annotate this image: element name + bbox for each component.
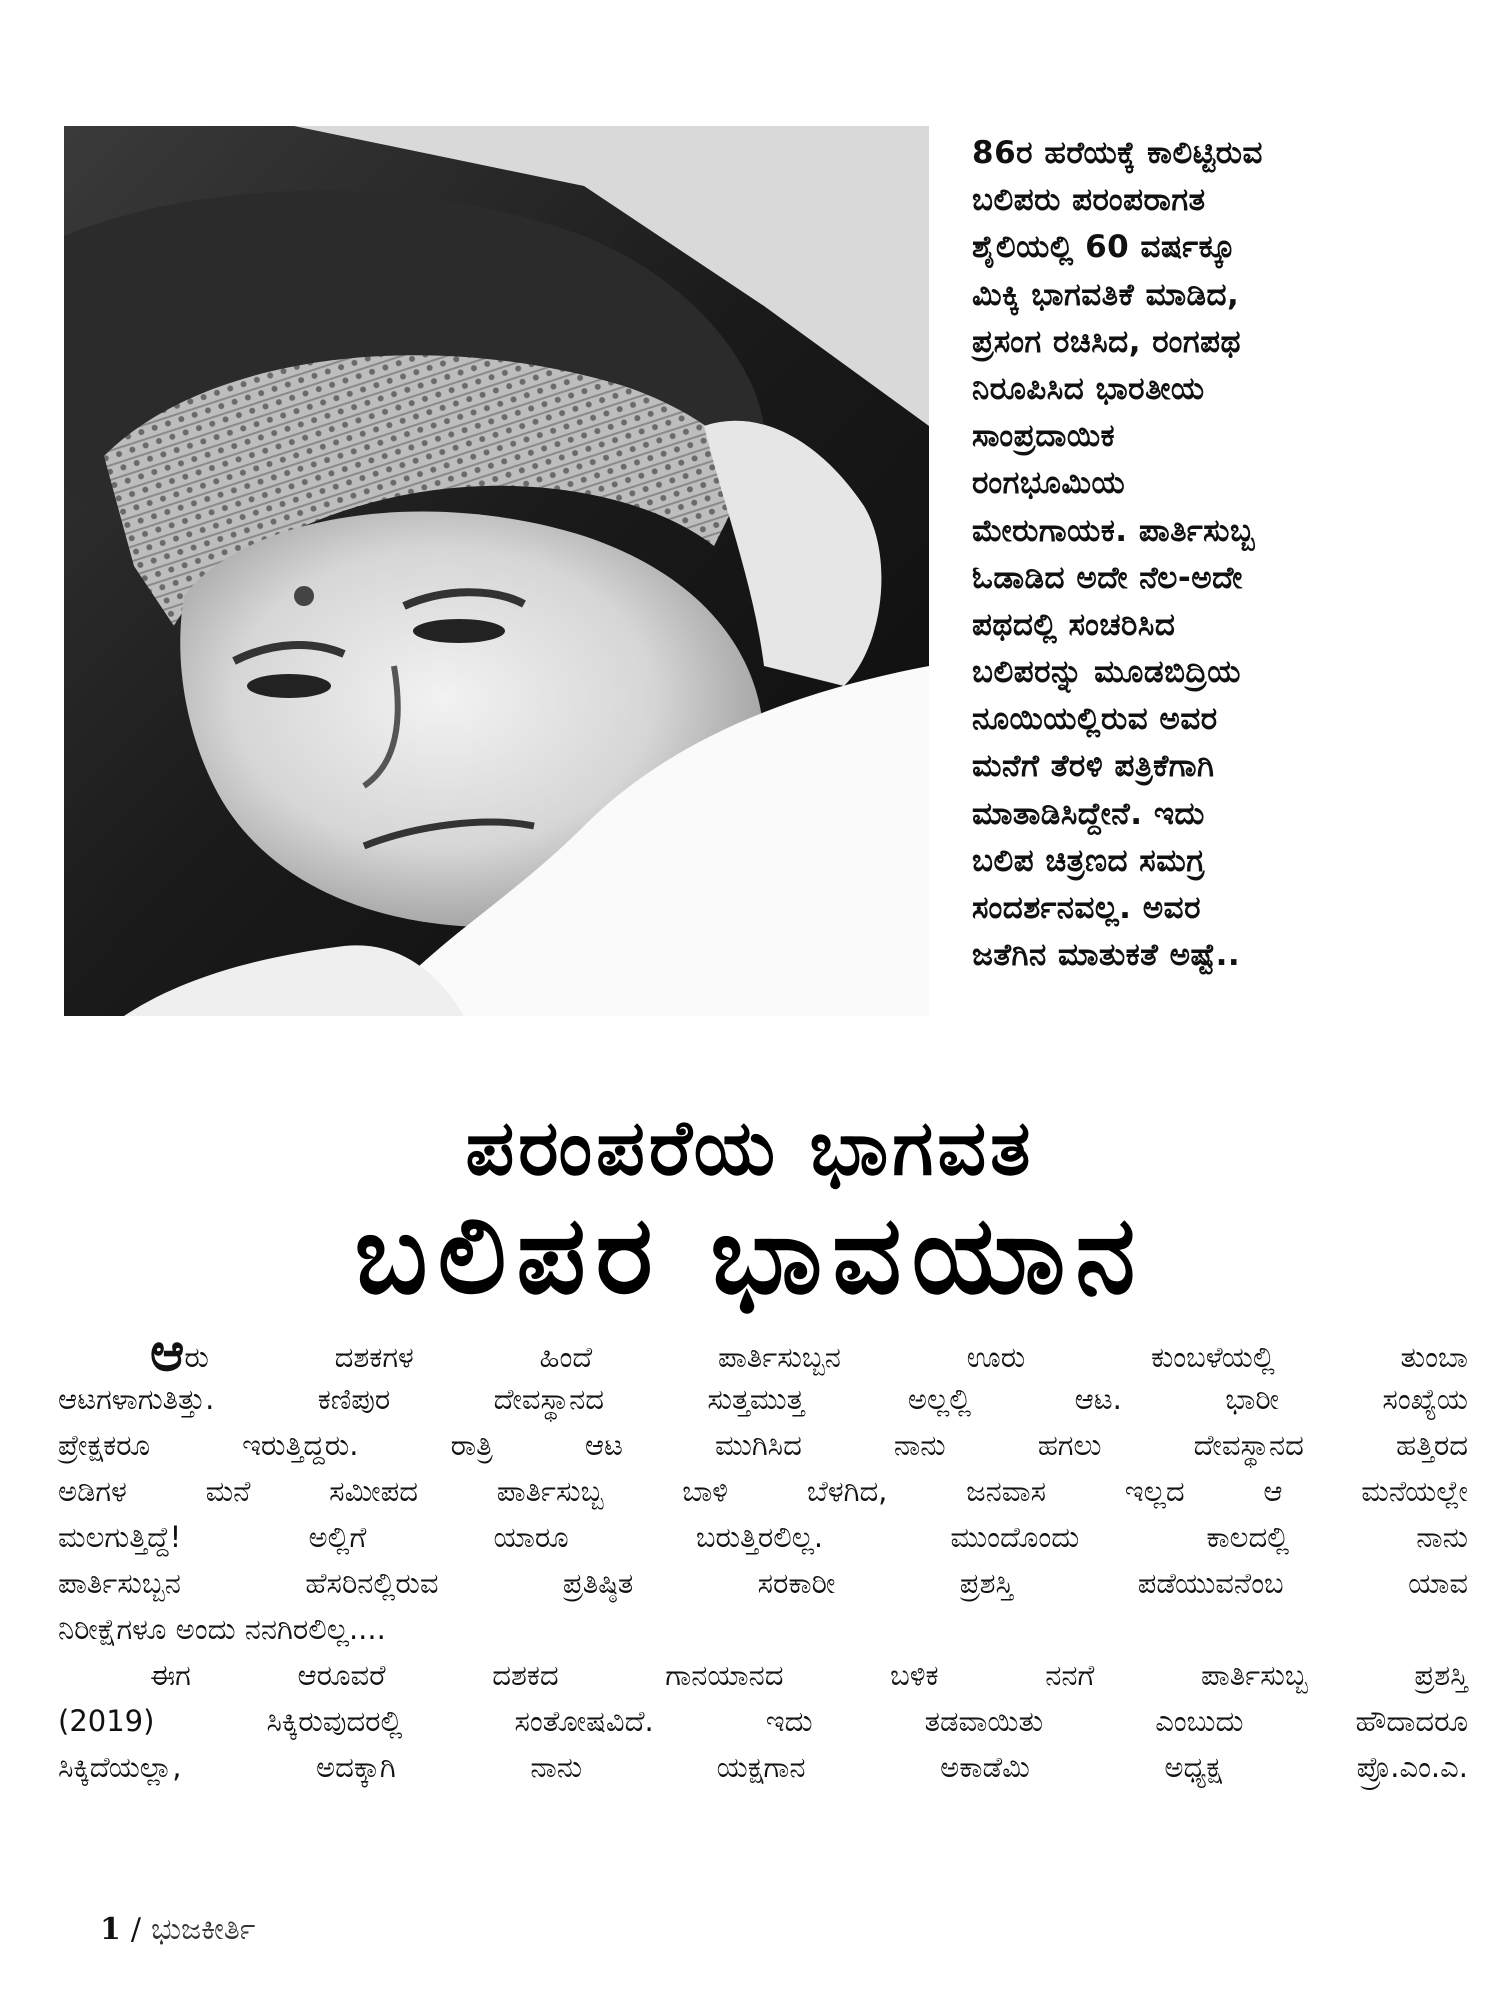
footer-separator: / bbox=[130, 1912, 141, 1947]
body-line: ಪ್ರೇಕ್ಷಕರೂ ಇರುತ್ತಿದ್ದರು. ರಾತ್ರಿ ಆಟ ಮುಗಿಸಿದ ನಾನು ಹಗಲು ದೇವಸ್ಥಾನದ ಹತ್ತಿರದ bbox=[58, 1428, 1468, 1462]
body-line: ಪಾರ್ತಿಸುಬ್ಬನ ಹೆಸರಿನಲ್ಲಿರುವ ಪ್ರತಿಷ್ಠಿತ ಸರಕಾರೀ ಪ್ರಶಸ್ತಿ ಪಡೆಯುವನೆಂಬ ಯಾವ bbox=[58, 1566, 1468, 1600]
intro-line: ನಿರೂಪಿಸಿದ ಭಾರತೀಯ bbox=[972, 370, 1205, 407]
intro-line: ಮಾತಾಡಿಸಿದ್ದೇನೆ. ಇದು bbox=[972, 795, 1205, 832]
article-body bbox=[58, 1323, 1468, 1790]
body-line: ನಿರೀಕ್ಷೆಗಳೂ ಅಂದು ನನಗಿರಲಿಲ್ಲ.... bbox=[58, 1612, 386, 1646]
headline-title: ಬಲಿಪರ ಭಾವಯಾನ bbox=[354, 1193, 1146, 1318]
page-footer bbox=[100, 1912, 255, 1952]
intro-line: ಓಡಾಡಿದ ಅದೇ ನೆಲ-ಅದೇ bbox=[972, 559, 1243, 596]
intro-line: ಬಲಿಪರು ಪರಂಪರಾಗತ bbox=[972, 182, 1206, 219]
drop-cap: ಆ bbox=[150, 1323, 185, 1383]
body-line bbox=[58, 1323, 1468, 1383]
article-headline bbox=[0, 1100, 1500, 1320]
intro-line: ಬಲಿಪ ಚಿತ್ರಣದ ಸಮಗ್ರ bbox=[972, 842, 1205, 879]
intro-line: ಬಲಿಪರನ್ನು ಮೂಡಬಿದ್ರಿಯ bbox=[972, 654, 1242, 691]
portrait-photo bbox=[64, 126, 929, 1016]
intro-line: ಪ್ರಸಂಗ ರಚಿಸಿದ, ರಂಗಪಥ bbox=[972, 323, 1242, 360]
publication-name: ಭುಜಕೀರ್ತಿ bbox=[150, 1912, 256, 1947]
intro-line: ರಂಗಭೂಮಿಯ bbox=[972, 465, 1126, 502]
body-line: (2019) ಸಿಕ್ಕಿರುವುದರಲ್ಲಿ ಸಂತೋಷವಿದೆ. ಇದು ತಡವಾಯಿತು ಎಂಬುದು ಹೌದಾದರೂ bbox=[58, 1704, 1468, 1738]
intro-blurb bbox=[972, 130, 1472, 979]
body-line: ಆಟಗಳಾಗುತಿತ್ತು. ಕಣಿಪುರ ದೇವಸ್ಥಾನದ ಸುತ್ತಮುತ್ತ ಅಲ್ಲಲ್ಲಿ ಆಟ. ಭಾರೀ ಸಂಖ್ಯೆಯ bbox=[58, 1382, 1468, 1416]
headline-kicker: ಪರಂಪರೆಯ ಭಾಗವತ bbox=[465, 1103, 1035, 1192]
intro-line: ಸಂದರ್ಶನವಲ್ಲ. ಅವರ bbox=[972, 890, 1201, 926]
intro-line: ಮಿಕ್ಕಿ ಭಾಗವತಿಕೆ ಮಾಡಿದ, bbox=[972, 276, 1240, 313]
intro-line: ಮೇರುಗಾಯಕ. ಪಾರ್ತಿಸುಬ್ಬ bbox=[972, 512, 1255, 549]
intro-line: ಸಾಂಪ್ರದಾಯಿಕ bbox=[972, 418, 1116, 455]
portrait-illustration bbox=[64, 126, 929, 1016]
intro-line: ಶೈಲಿಯಲ್ಲಿ 60 ವರ್ಷಕ್ಕೂ bbox=[972, 229, 1236, 266]
intro-line: ಜತೆಗಿನ ಮಾತುಕತೆ ಅಷ್ಟೆ.. bbox=[972, 937, 1241, 974]
body-line: ಅಡಿಗಳ ಮನೆ ಸಮೀಪದ ಪಾರ್ತಿಸುಬ್ಬ ಬಾಳಿ ಬೆಳಗಿದ, ಜನವಾಸ ಇಲ್ಲದ ಆ ಮನೆಯಲ್ಲೇ bbox=[58, 1474, 1468, 1508]
body-line: ಸಿಕ್ಕಿದೆಯಲ್ಲಾ, ಅದಕ್ಕಾಗಿ ನಾನು ಯಕ್ಷಗಾನ ಅಕಾಡೆಮಿ ಅಧ್ಯಕ್ಷ ಪ್ರೊ.ಎಂ.ಎ. bbox=[58, 1750, 1468, 1784]
intro-line: 86ರ ಹರೆಯಕ್ಕೆ ಕಾಲಿಟ್ಟಿರುವ bbox=[972, 135, 1263, 171]
body-line: ಮಲಗುತ್ತಿದ್ದೆ! ಅಲ್ಲಿಗೆ ಯಾರೂ ಬರುತ್ತಿರಲಿಲ್ಲ. ಮುಂದೊಂದು ಕಾಲದಲ್ಲಿ ನಾನು bbox=[58, 1520, 1468, 1554]
body-line-text: ರು ದಶಕಗಳ ಹಿಂದೆ ಪಾರ್ತಿಸುಬ್ಬನ ಊರು ಕುಂಬಳೆಯಲ್ಲಿ ತುಂಬಾ bbox=[184, 1340, 1468, 1374]
intro-line: ನೂಯಿಯಲ್ಲಿರುವ ಅವರ bbox=[972, 701, 1218, 738]
intro-line: ಮನೆಗೆ ತೆರಳಿ ಪತ್ರಿಕೆಗಾಗಿ bbox=[972, 748, 1215, 785]
intro-line: ಪಥದಲ್ಲಿ ಸಂಚರಿಸಿದ bbox=[972, 606, 1176, 643]
body-line: ಈಗ ಆರೂವರೆ ದಶಕದ ಗಾನಯಾನದ ಬಳಿಕ ನನಗೆ ಪಾರ್ತಿಸುಬ್ಬ ಪ್ರಶಸ್ತಿ bbox=[150, 1658, 1468, 1692]
page-number: 1 bbox=[100, 1912, 121, 1947]
